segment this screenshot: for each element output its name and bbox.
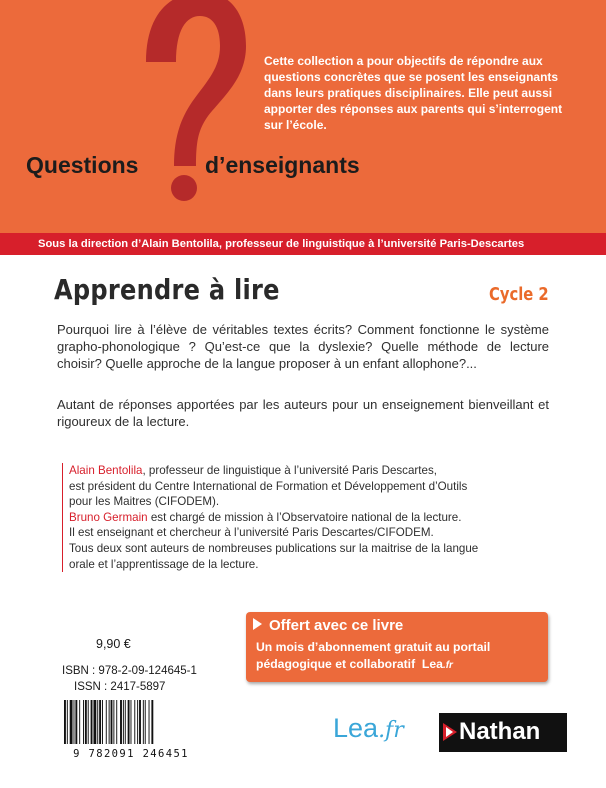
arrow-right-icon [253, 618, 262, 630]
offer-text [256, 639, 546, 674]
series-direction-band: Sous la direction d’Alain Bentolila, professeur de linguistique à l’université Paris-Descartes [0, 233, 606, 255]
author2-text-a: est chargé de mission à l’Observatoire national de la lecture. [147, 510, 462, 524]
blurb-paragraph-1: Pourquoi lire à l’élève de véritables textes écrits? Comment fonctionne le système grapho-phonologique ? Qu’est-ce que la dyslexie? Quelle méthode de lecture choisir? Quelle approche de la langue proposer à un enfant allophone?... [57, 322, 549, 371]
price: 9,90 € [96, 637, 131, 651]
author1-line-b: est président du Centre International de Formation et Développement d’Outils [69, 479, 468, 493]
author1-line-a [69, 463, 569, 479]
barcode [61, 698, 201, 758]
barcode-digits: 9 782091 246451 [73, 748, 189, 760]
collection-description: Cette collection a pour objectifs de répondre aux questions concrètes que se posent les enseignants dans leurs pratiques disciplinaires. Elle peut aussi apporter des réponses aux parents qui s’interrogent sur l’école. [264, 54, 563, 132]
offer-title: Offert avec ce livre [269, 617, 404, 634]
nathan-logo [439, 713, 567, 752]
lea-logo [333, 713, 404, 744]
isbn: ISBN : 978-2-09-124645-1 [62, 665, 197, 677]
authors-bio [62, 463, 569, 572]
lea-logo-suffix: .fr [378, 718, 404, 743]
offer-box [246, 612, 548, 682]
author2-name: Bruno Germain [69, 510, 148, 524]
offer-text-body: Un mois d’abonnement gratuit au portail pédagogique et collaboratif [256, 640, 491, 671]
nathan-logo-text: Nathan [459, 718, 541, 745]
author1-line-c: pour les Maitres (CIFODEM). [69, 495, 220, 509]
book-title: Apprendre à lire [54, 273, 280, 306]
author2-line-a [69, 510, 569, 526]
offer-lea-suffix: .fr [442, 660, 453, 671]
nathan-mark-icon [442, 719, 459, 745]
author2-line-b: Il est enseignant et chercheur à l’université Paris Descartes/CIFODEM. [69, 526, 434, 540]
author1-name: Alain Bentolila [69, 464, 143, 477]
series-title-part1: Questions [26, 152, 139, 178]
blurb-paragraph-2: Autant de réponses apportées par les auteurs pour un enseignement bienveillant et rigoureux de la lecture. [57, 397, 549, 429]
barcode-bars [61, 698, 201, 746]
question-mark-graphic [128, 0, 248, 238]
series-title [26, 152, 360, 179]
cover-header [0, 0, 606, 238]
author1-text-a: , professeur de linguistique à l’université Paris Descartes, [142, 464, 437, 477]
offer-lea-main: Lea [421, 657, 443, 671]
both-authors-line-a: Tous deux sont auteurs de nombreuses publications sur la maitrise de la langue [69, 541, 479, 555]
cycle-label: Cycle 2 [489, 284, 549, 305]
series-title-part2: d’enseignants [205, 152, 360, 178]
both-authors-line-b: orale et l’apprentissage de la lecture. [69, 557, 259, 571]
issn: ISSN : 2417-5897 [74, 681, 166, 693]
offer-lea-logo [422, 657, 453, 671]
lea-logo-main: Lea [333, 713, 379, 743]
